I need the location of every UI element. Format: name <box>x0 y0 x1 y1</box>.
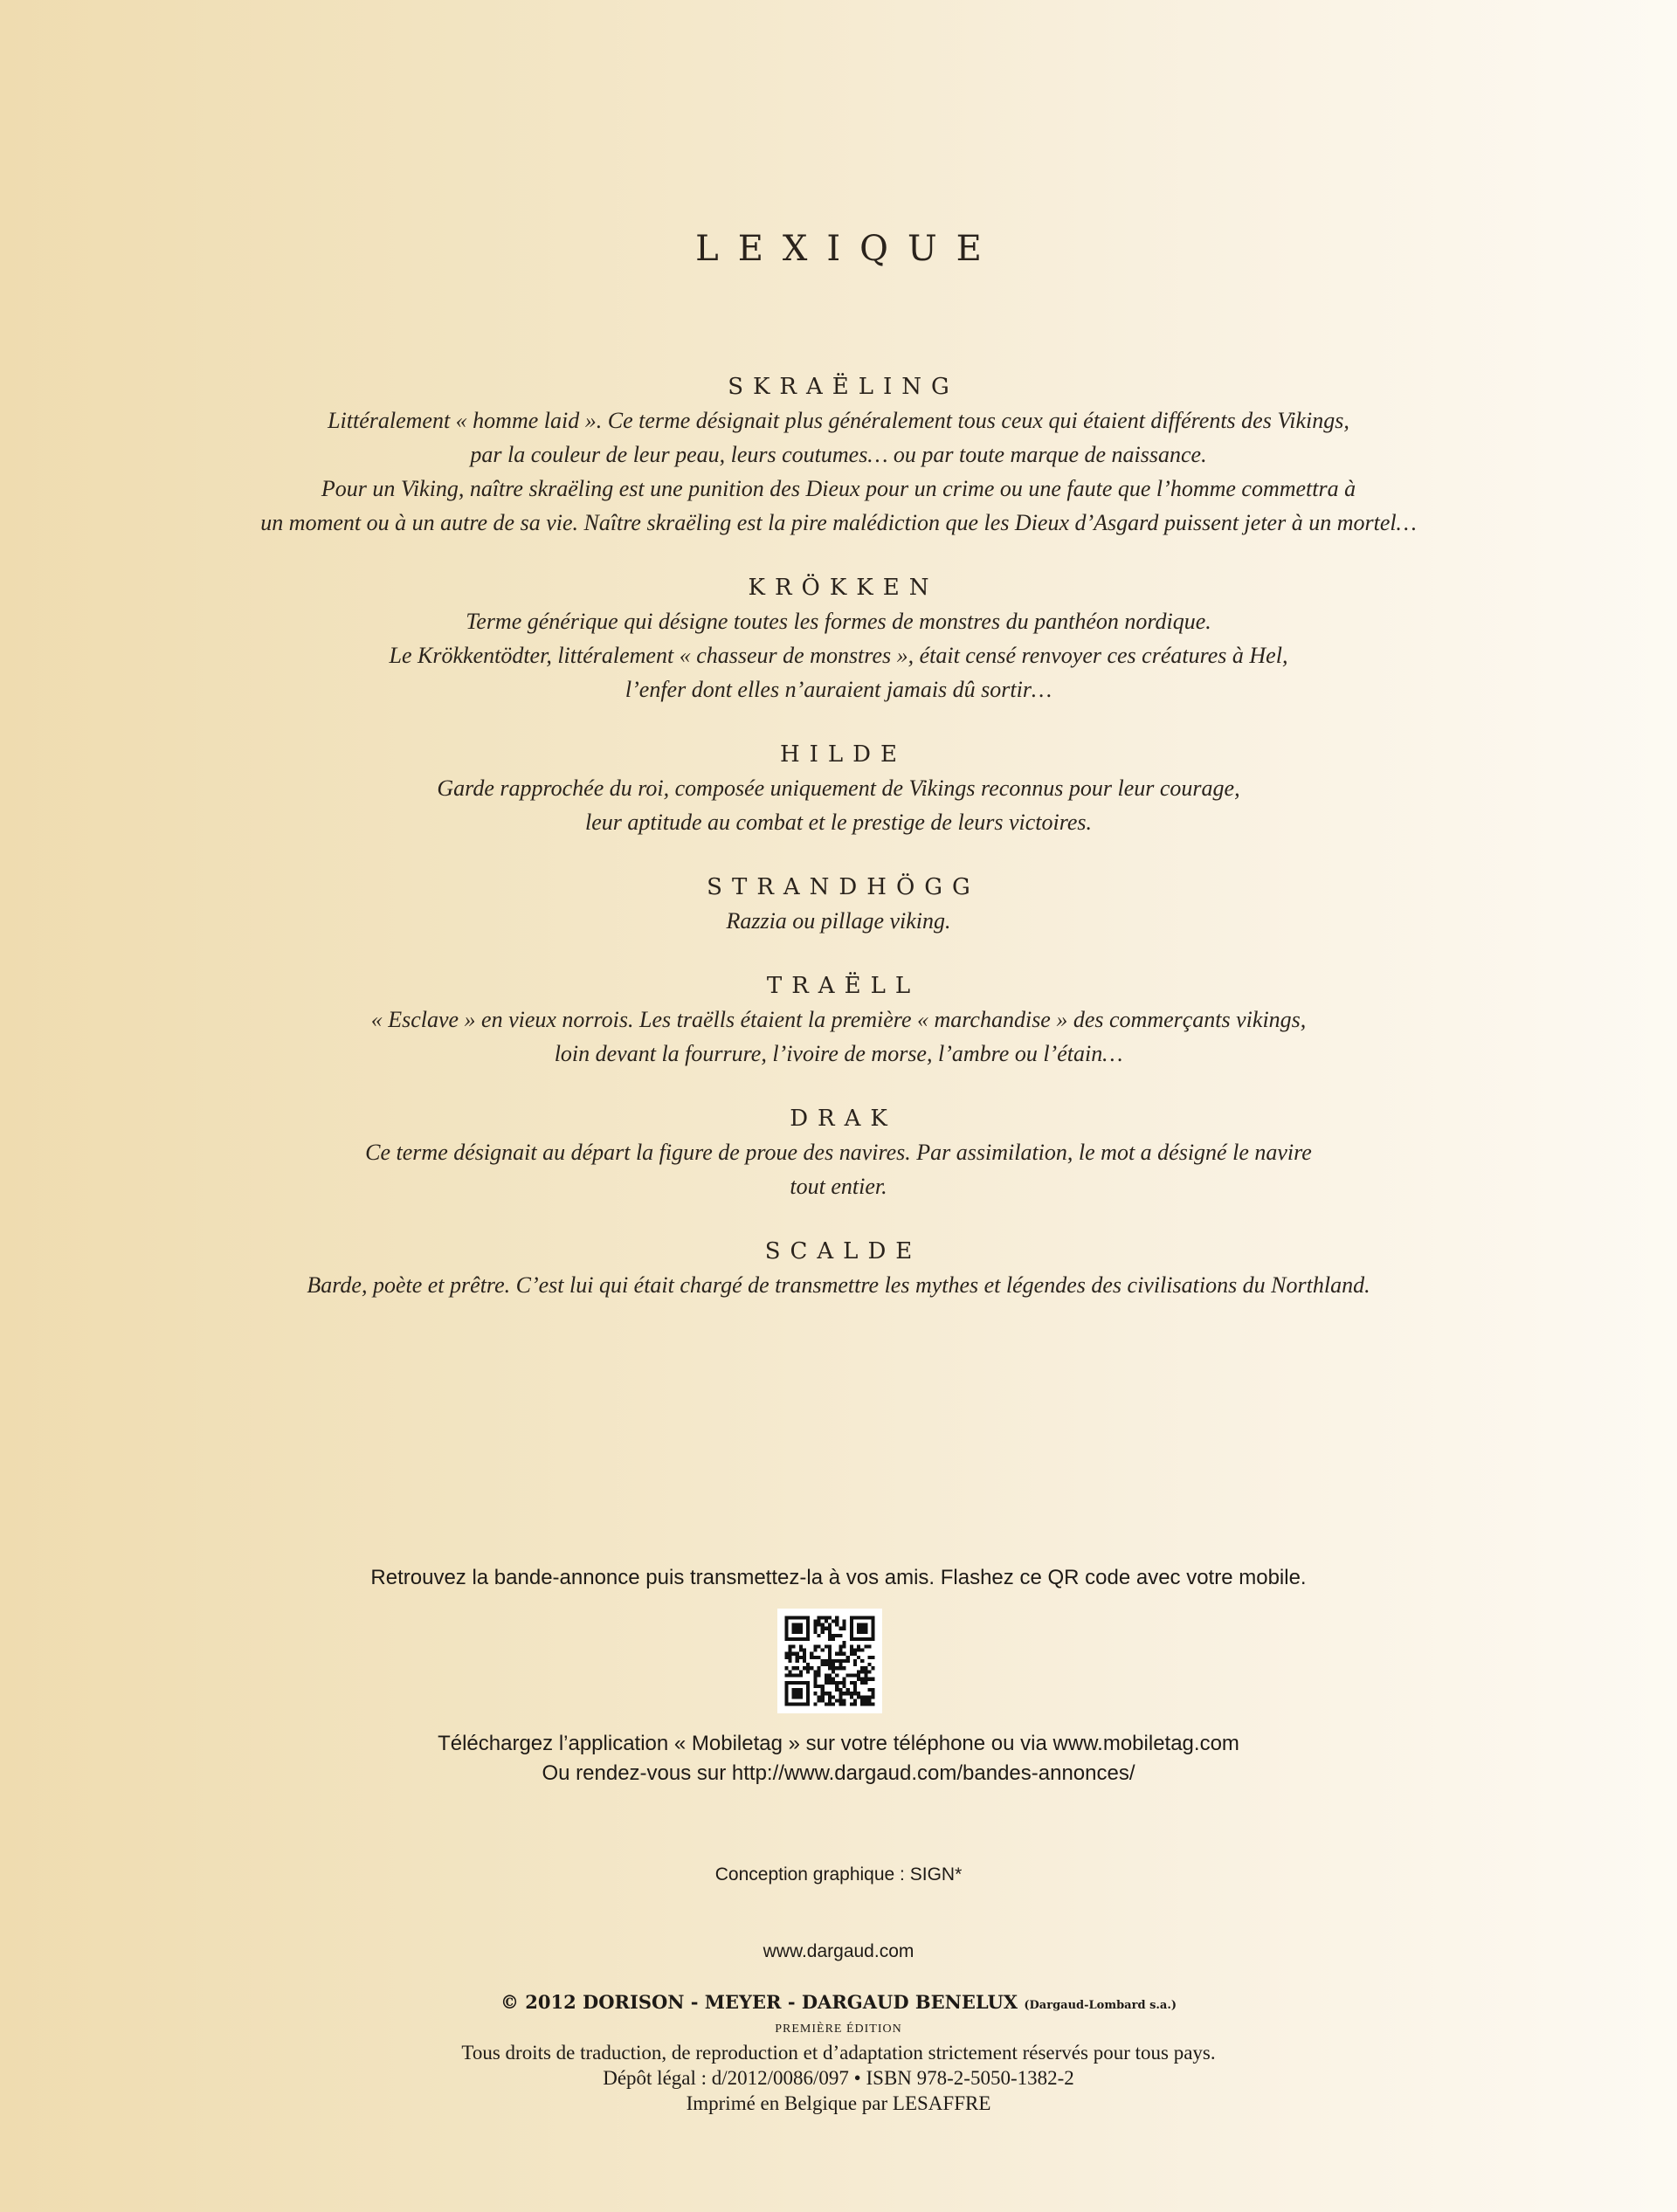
entry-term: TRAËLL <box>766 973 921 999</box>
publisher-website: www.dargaud.com <box>763 1941 914 1961</box>
design-credit: Conception graphique : SIGN* <box>714 1864 963 1885</box>
entry-definition-line: Ce terme désignait au départ la figure de proue des navires. Par assimilation, le mot a désigné le navire <box>365 1140 1312 1165</box>
entry-definition-line: l’enfer dont elles n’auraient jamais dû sortir… <box>625 677 1052 702</box>
legal-notices <box>0 2040 1677 2116</box>
qr-code-icon[interactable] <box>777 1609 882 1713</box>
entry-definition-line: Terme générique qui désigne toutes les formes de monstres du panthéon nordique. <box>466 609 1211 634</box>
entry-definition-line: par la couleur de leur peau, leurs coutumes… ou par toute marque de naissance. <box>470 442 1207 467</box>
edition-label: PREMIÈRE ÉDITION <box>775 2022 902 2036</box>
copyright-main: © 2012 DORISON - MEYER - DARGAUD BENELUX <box>500 1991 1018 2013</box>
lexicon-entry <box>140 738 1537 839</box>
entry-definition-line: Barde, poète et prêtre. C’est lui qui était chargé de transmettre les mythes et légendes des civilisations du Northland. <box>307 1272 1370 1298</box>
rights-notice: Tous droits de traduction, de reproduction et d’adaptation strictement réservés pour tous pays. <box>461 2042 1216 2064</box>
lexicon-entry <box>140 1235 1537 1302</box>
mobiletag-download-line: Téléchargez l’application « Mobiletag » sur votre téléphone ou via www.mobiletag.com <box>438 1732 1239 1755</box>
trailer-promo-text: Retrouvez la bande-annonce puis transmettez-la à vos amis. Flashez ce QR code avec votre mobile. <box>370 1566 1307 1589</box>
lexicon-entry <box>140 571 1537 706</box>
entry-definition-line: Le Krökkentödter, littéralement « chasseur de monstres », était censé renvoyer ces créatures à Hel, <box>389 643 1288 668</box>
entry-definition-line: leur aptitude au combat et le prestige de leurs victoires. <box>584 810 1093 835</box>
legal-deposit: Dépôt légal : d/2012/0086/097 • ISBN 978-2-5050-1382-2 <box>603 2067 1074 2089</box>
trailer-url-line: Ou rendez-vous sur http://www.dargaud.com/bandes-annonces/ <box>542 1761 1135 1785</box>
download-instructions <box>0 1729 1677 1788</box>
entry-definition-line: Razzia ou pillage viking. <box>726 908 951 934</box>
lexicon-entry <box>140 969 1537 1071</box>
lexicon-entries <box>140 370 1537 1333</box>
printer-notice: Imprimé en Belgique par LESAFFRE <box>686 2092 991 2114</box>
lexicon-entry <box>140 370 1537 540</box>
entry-definition-line: un moment ou à un autre de sa vie. Naître skraëling est la pire malédiction que les Dieux d’Asgard puissent jeter à un mortel… <box>260 510 1417 535</box>
entry-term: HILDE <box>779 741 908 768</box>
copyright-company: (Dargaud-Lombard s.a.) <box>1024 1999 1177 2012</box>
entry-definition-line: Pour un Viking, naître skraëling est une punition des Dieux pour un crime ou une faute que l’homme commettra à <box>321 476 1356 501</box>
lexicon-entry <box>140 871 1537 938</box>
copyright-line <box>0 1989 1677 2019</box>
entry-definition-line: tout entier. <box>790 1174 887 1199</box>
lexicon-entry <box>140 1102 1537 1203</box>
entry-definition-line: Littéralement « homme laid ». Ce terme désignait plus généralement tous ceux qui étaient différents des Vikings, <box>328 408 1349 433</box>
entry-term: SKRAËLING <box>728 374 959 400</box>
page-title: LEXIQUE <box>695 229 1001 269</box>
entry-term: STRANDHÖGG <box>707 874 980 900</box>
entry-term: DRAK <box>790 1106 897 1132</box>
entry-definition-line: « Esclave » en vieux norrois. Les traëlls étaient la première « marchandise » des commerçants vikings, <box>370 1007 1307 1032</box>
entry-definition-line: Garde rapprochée du roi, composée uniquement de Vikings reconnus pour leur courage, <box>437 775 1240 801</box>
entry-definition-line: loin devant la fourrure, l’ivoire de morse, l’ambre ou l’étain… <box>554 1041 1123 1066</box>
entry-term: SCALDE <box>764 1238 922 1264</box>
entry-term: KRÖKKEN <box>748 575 939 601</box>
